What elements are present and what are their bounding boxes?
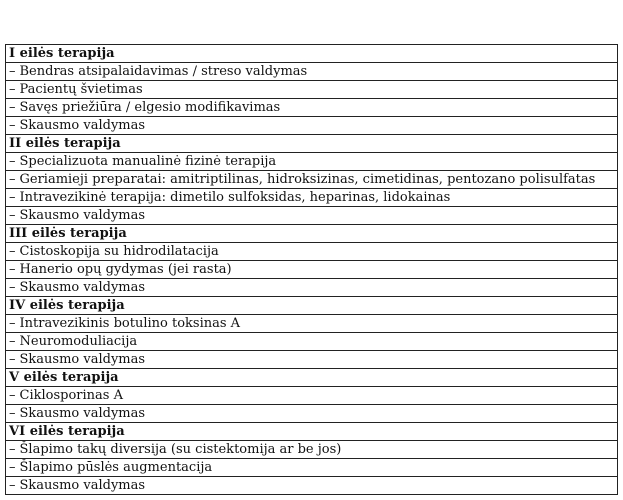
table-row xyxy=(6,117,618,135)
dash-bullet: – xyxy=(9,406,16,421)
line-title: V eilės terapija xyxy=(6,369,618,387)
line-header-row xyxy=(6,135,618,153)
dash-bullet: – xyxy=(9,100,16,115)
table-row xyxy=(6,351,618,369)
line-header-row xyxy=(6,423,618,441)
table-row xyxy=(6,189,618,207)
item-text: Pacientų švietimas xyxy=(19,82,143,97)
line-title: VI eilės terapija xyxy=(6,423,618,441)
item-text: Intravezikinis botulino toksinas A xyxy=(19,316,241,331)
therapy-lines-body xyxy=(6,45,618,495)
item-text: Specializuota manualinė fizinė terapija xyxy=(19,154,277,169)
dash-bullet: – xyxy=(9,442,16,457)
line-title: IV eilės terapija xyxy=(6,297,618,315)
item-text: Šlapimo takų diversija (su cistektomija ar be jos) xyxy=(19,442,342,457)
dash-bullet: – xyxy=(9,460,16,475)
dash-bullet: – xyxy=(9,388,16,403)
table-row xyxy=(6,99,618,117)
dash-bullet: – xyxy=(9,478,16,493)
table-row xyxy=(6,81,618,99)
list-item xyxy=(6,99,618,117)
dash-bullet: – xyxy=(9,64,16,79)
dash-bullet: – xyxy=(9,190,16,205)
table-row xyxy=(6,153,618,171)
table-row xyxy=(6,387,618,405)
dash-bullet: – xyxy=(9,154,16,169)
therapy-lines-table xyxy=(5,44,618,495)
table-row xyxy=(6,261,618,279)
item-text: Skausmo valdymas xyxy=(19,208,146,223)
list-item xyxy=(6,441,618,459)
item-text: Skausmo valdymas xyxy=(19,406,146,421)
table-row xyxy=(6,333,618,351)
dash-bullet: – xyxy=(9,262,16,277)
table-row xyxy=(6,243,618,261)
dash-bullet: – xyxy=(9,118,16,133)
list-item xyxy=(6,117,618,135)
line-header-row xyxy=(6,297,618,315)
item-text: Bendras atsipalaidavimas / streso valdymas xyxy=(19,64,308,79)
line-title: III eilės terapija xyxy=(6,225,618,243)
table-row xyxy=(6,207,618,225)
item-text: Skausmo valdymas xyxy=(19,280,146,295)
item-text: Neuromoduliacija xyxy=(19,334,138,349)
dash-bullet: – xyxy=(9,316,16,331)
table-row xyxy=(6,279,618,297)
item-text: Hanerio opų gydymas (jei rasta) xyxy=(19,262,232,277)
table-row xyxy=(6,441,618,459)
item-text: Ciklosporinas A xyxy=(19,388,123,403)
list-item xyxy=(6,279,618,297)
line-title: I eilės terapija xyxy=(6,45,618,63)
line-header-row xyxy=(6,369,618,387)
table-row xyxy=(6,405,618,423)
line-header-row xyxy=(6,225,618,243)
dash-bullet: – xyxy=(9,280,16,295)
item-text: Intravezikinė terapija: dimetilo sulfoksidas, heparinas, lidokainas xyxy=(19,190,451,205)
dash-bullet: – xyxy=(9,208,16,223)
list-item xyxy=(6,405,618,423)
item-text: Šlapimo pūslės augmentacija xyxy=(19,460,213,475)
list-item xyxy=(6,459,618,477)
line-header-row xyxy=(6,45,618,63)
list-item xyxy=(6,63,618,81)
item-text: Geriamieji preparatai: amitriptilinas, hidroksizinas, cimetidinas, pentozano polisulfatas xyxy=(19,172,596,187)
list-item xyxy=(6,207,618,225)
table-row xyxy=(6,477,618,495)
dash-bullet: – xyxy=(9,244,16,259)
list-item xyxy=(6,243,618,261)
dash-bullet: – xyxy=(9,82,16,97)
item-text: Savęs priežiūra / elgesio modifikavimas xyxy=(19,100,281,115)
list-item xyxy=(6,351,618,369)
list-item xyxy=(6,153,618,171)
item-text: Skausmo valdymas xyxy=(19,352,146,367)
item-text: Skausmo valdymas xyxy=(19,478,146,493)
list-item xyxy=(6,315,618,333)
table-row xyxy=(6,459,618,477)
list-item xyxy=(6,189,618,207)
dash-bullet: – xyxy=(9,334,16,349)
item-text: Cistoskopija su hidrodilatacija xyxy=(19,244,219,259)
line-title: II eilės terapija xyxy=(6,135,618,153)
list-item xyxy=(6,261,618,279)
table-row xyxy=(6,63,618,81)
dash-bullet: – xyxy=(9,352,16,367)
list-item xyxy=(6,477,618,495)
table-row xyxy=(6,315,618,333)
item-text: Skausmo valdymas xyxy=(19,118,146,133)
dash-bullet: – xyxy=(9,172,16,187)
table-row xyxy=(6,171,618,189)
list-item xyxy=(6,171,618,189)
list-item xyxy=(6,387,618,405)
list-item xyxy=(6,333,618,351)
list-item xyxy=(6,81,618,99)
